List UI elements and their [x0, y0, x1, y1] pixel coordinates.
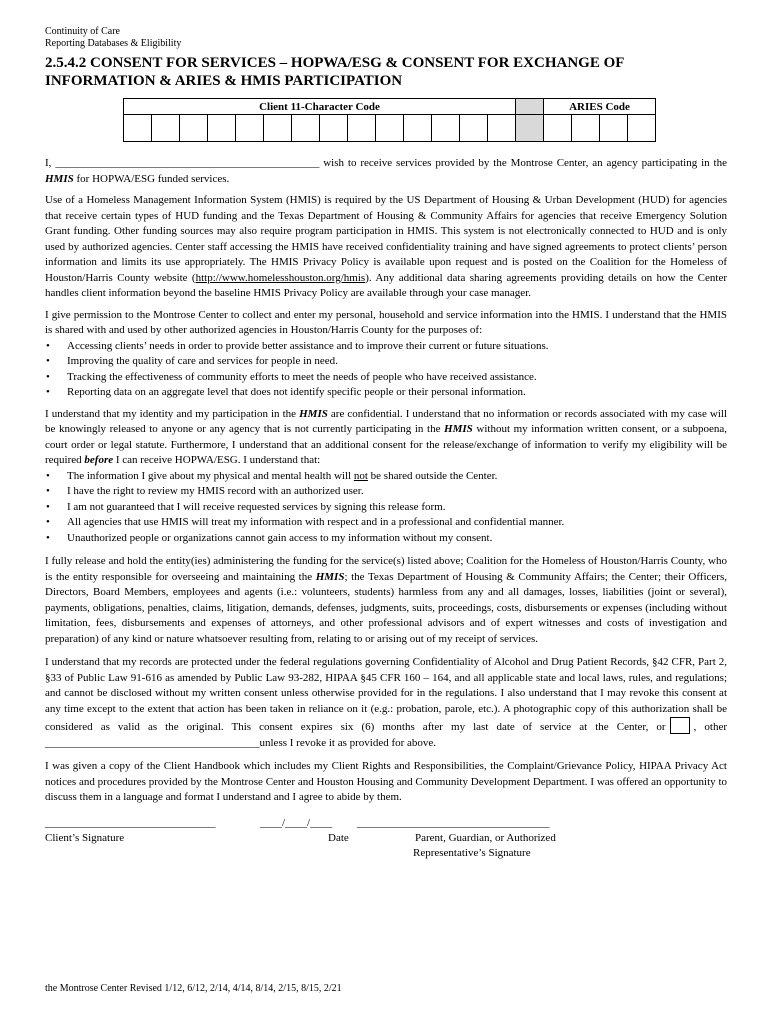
list-item: • Improving the quality of care and services for people in need. — [45, 354, 727, 370]
list-item: • I am not guaranteed that I will receive requested services by signing this release form. — [45, 500, 727, 516]
client-code-table — [123, 98, 656, 142]
understanding-list — [45, 469, 727, 547]
client-code-box[interactable] — [180, 115, 208, 142]
date-label: Date — [328, 831, 349, 844]
client-code-box[interactable] — [432, 115, 460, 142]
permission-paragraph: I give permission to the Montrose Center to collect and enter my personal, household and service information into the HMIS. I understand that the HMIS is shared with and used by other authorized agencies in Houston/Harris County for the purposes of: — [45, 308, 727, 336]
client-code-box[interactable] — [264, 115, 292, 142]
footer-revision-note: the Montrose Center Revised 1/12, 6/12, 2/14, 4/14, 8/14, 2/15, 8/15, 2/21 — [45, 983, 342, 994]
client-code-box[interactable] — [236, 115, 264, 142]
aries-code-header: ARIES Code — [544, 99, 656, 115]
shaded-divider-cell — [516, 99, 544, 115]
release-paragraph: I fully release and hold the entity(ies) administering the funding for the service(s) listed above; Coalition for the Homeless of Houston/Harris County, who is the entity responsible for overseeing and maintaining the HMIS; the Texas Department of Housing & Community Affairs; the Center; their Officers, Directors, Board Members, employees and agents (i.e.: volunteers, students) harmless from any and all damages, losses, liabilities (joint or several), payments, obligations, penalties, claims, litigation, demands, defenses, judgments, suits, proceedings, costs, disbursements or expenses (including without limitation, fees, disbursements and expenses of attorneys, and other professional advisors and of expert witnesses and costs of investigation and preparation) of any kind or nature whatsoever resulting from, relating to or arising out of my receipt of services. — [45, 555, 727, 645]
header-line-1: Continuity of Care — [45, 26, 120, 37]
client-code-box[interactable] — [124, 115, 152, 142]
list-item: • All agencies that use HMIS will treat my information with respect and in a professional and confidential manner. — [45, 515, 727, 531]
other-expiration-checkbox[interactable] — [670, 717, 690, 734]
list-item: • Tracking the effectiveness of community efforts to meet the needs of people who have received assistance. — [45, 370, 727, 386]
header-line-2: Reporting Databases & Eligibility — [45, 38, 182, 49]
client-code-box[interactable] — [152, 115, 180, 142]
client-code-box[interactable] — [208, 115, 236, 142]
client-code-box[interactable] — [404, 115, 432, 142]
hmis-paragraph: Use of a Homeless Management Information System (HMIS) is required by the US Department of Housing & Urban Development (HUD) for agencies that receive certain types of HUD funding and the Texas Department of Housing & Community Affairs for agencies that receive Emergency Solution Grant funding. Other funding sources may also require program participation in HMIS. This system is not electronically connected to HUD and is only used by authorized agencies. Center staff accessing the HMIS have received confidentiality training and have signed agreements to protect clients’ person information and limits its use appropriately. The HMIS Privacy Policy is available upon request and is posted on the Coalition for the Homeless of Houston/Harris County website (http://www.homelesshouston.org/hmis). Any additional data sharing agreements providing details on how the Center handles client information beyond the baseline HMIS Privacy Policy are available through your case manager. — [45, 194, 727, 299]
client-code-box[interactable] — [376, 115, 404, 142]
guardian-signature-label-2: Representative’s Signature — [413, 846, 531, 859]
aries-code-box[interactable] — [572, 115, 600, 142]
date-block[interactable] — [260, 816, 349, 846]
list-item: • Unauthorized people or organizations cannot gain access to my information without my consent. — [45, 531, 727, 547]
aries-code-box[interactable] — [600, 115, 628, 142]
client-code-box[interactable] — [460, 115, 488, 142]
consent-form-page — [45, 26, 727, 876]
client-signature-block[interactable] — [45, 816, 216, 846]
list-item: • Accessing clients’ needs in order to provide better assistance and to improve their current or future situations. — [45, 339, 727, 355]
client-code-box[interactable] — [348, 115, 376, 142]
purposes-list — [45, 339, 727, 401]
list-item: • I have the right to review my HMIS record with an authorized user. — [45, 484, 727, 500]
date-line[interactable]: ____/____/____ — [260, 816, 333, 829]
handbook-paragraph: I was given a copy of the Client Handbook which includes my Client Rights and Responsibilities, the Complaint/Grievance Policy, HIPAA Privacy Act notices and procedures provided by the Montrose Center and Houston Housing and Community Development Department. I was offered an opportunity to discuss them in a language and format I understand and I agree to abide by them. — [45, 760, 727, 803]
guardian-signature-line[interactable]: ___________________________________ — [357, 816, 550, 829]
aries-code-box[interactable] — [628, 115, 656, 142]
federal-regulations-paragraph: I understand that my records are protected under the federal regulations governing Confidentiality of Alcohol and Drug Patient Records, §42 CFR, Part 2, §33 of Public Law 91-616 as amended by Public Law 93-282, HIPAA §45 CFR 160 – 164, and all applicable state and local laws, rules, and regulations; and cannot be disclosed without my written consent unless otherwise provided for in the regulations. I also understand that I may revoke this consent at any time except to the extent that action has been taken in reliance on it (e.g.: probation, parole, etc.). A photographic copy of this authorization shall be considered as valid as the original. This consent expires six (6) months after my last date of service at the Center, or , other _______________________________________unless I revoke it as provided for above. — [45, 656, 727, 749]
signature-section — [45, 816, 727, 876]
client-code-header: Client 11-Character Code — [124, 99, 516, 115]
guardian-signature-label: Parent, Guardian, or Authorized — [415, 831, 556, 844]
shaded-divider-cell — [516, 115, 544, 142]
client-signature-line[interactable]: _______________________________ — [45, 816, 216, 829]
client-signature-label: Client’s Signature — [45, 831, 125, 844]
client-code-box[interactable] — [488, 115, 516, 142]
confidentiality-paragraph: I understand that my identity and my participation in the HMIS are confidential. I understand that no information or records associated with my case will be knowingly released to anyone or any agency that is not currently participating in the HMIS without my information written consent, or a subpoena, court order or legal statute. Furthermore, I understand that an additional consent for the release/exchange of information to verify my eligibility will be required before I can receive HOPWA/ESG. I understand that: — [45, 407, 728, 466]
client-code-box[interactable] — [292, 115, 320, 142]
client-code-box[interactable] — [320, 115, 348, 142]
aries-code-box[interactable] — [544, 115, 572, 142]
hmis-website-link[interactable]: http://www.homelesshouston.org/hmis — [195, 271, 366, 284]
guardian-signature-block[interactable] — [357, 816, 556, 861]
list-item: • The information I give about my physical and mental health will not be shared outside the Center. — [45, 469, 727, 485]
list-item: • Reporting data on an aggregate level that does not identify specific people or their personal information. — [45, 385, 727, 401]
intro-paragraph: I, ________________________________________________ wish to receive services provided by the Montrose Center, an agency participating in the HMIS for HOPWA/ESG funded services. — [45, 157, 727, 185]
page-title: 2.5.4.2 CONSENT FOR SERVICES – HOPWA/ESG & CONSENT FOR EXCHANGE OF INFORMATION & ARIES & HMIS PARTICIPATION — [45, 55, 624, 89]
